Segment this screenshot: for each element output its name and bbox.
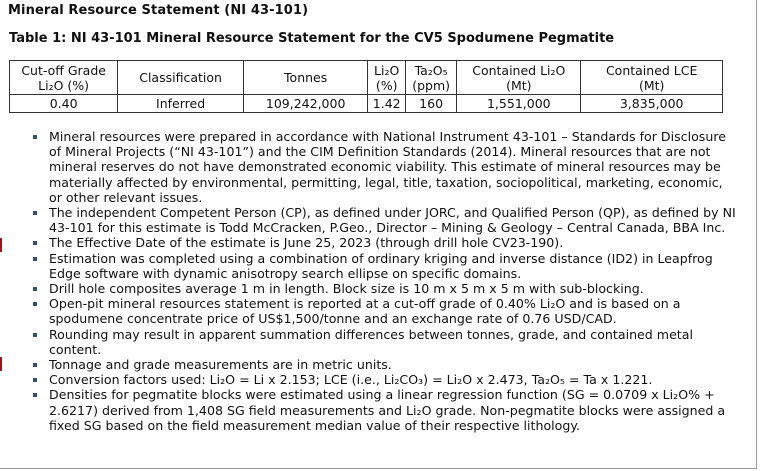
cell-li2o-grade: 1.42 (368, 95, 406, 113)
list-item (33, 251, 739, 281)
note-text: Estimation was completed using a combination of ordinary kriging and inverse distance (ID2) in Leapfrog Edge software with dynamic anisotropy search ellipse on specific domains. (49, 250, 713, 281)
bullet-icon (33, 378, 37, 382)
list-item (33, 387, 739, 433)
list-item (33, 281, 739, 296)
table-title: Table 1: NI 43-101 Mineral Resource Statement for the CV5 Spodumene Pegmatite (9, 31, 615, 46)
header-classification: Classification (118, 61, 244, 95)
list-item (33, 327, 739, 357)
resource-table (9, 60, 723, 113)
section-heading: Mineral Resource Statement (NI 43-101) (8, 3, 309, 18)
note-text: Conversion factors used: Li₂O = Li x 2.153; LCE (i.e., Li₂CO₃) = Li₂O x 2.473, Ta₂O₅ = Ta x 1.221. (49, 372, 653, 388)
bullet-icon (33, 257, 37, 261)
cell-contained-lce: 3,835,000 (581, 95, 723, 113)
bullet-icon (33, 287, 37, 291)
notes-list (33, 129, 739, 433)
bullet-icon (33, 135, 37, 139)
bullet-icon (33, 333, 37, 337)
list-item (33, 235, 739, 250)
note-text: The Effective Date of the estimate is June 25, 2023 (through drill hole CV23-190). (49, 235, 564, 251)
cell-cutoff-grade: 0.40 (10, 95, 118, 113)
note-text: Mineral resources were prepared in accordance with National Instrument 43-101 – Standards for Disclosure of Mineral Projects (“NI 43-101”) and the CIM Definition Standards (2014). Mineral resources that are not mineral reserves do not have demonstrated economic viability. This estimate of mineral resources may be materially affected by environmental, permitting, legal, title, taxation, sociopolitical, marketing, economic, or other relevant issues. (49, 129, 726, 205)
table-header-row (10, 61, 723, 95)
header-ta2o5-grade: Ta₂O₅ (ppm) (405, 61, 456, 95)
bullet-icon (33, 393, 37, 397)
note-text: The independent Competent Person (CP), as defined under JORC, and Qualified Person (QP), as defined by NI 43-101 for this estimate is Todd McCracken, P.Geo., Director – Mining & Geology – Central Canada, BBA Inc. (49, 205, 736, 236)
bullet-icon (33, 302, 37, 306)
cell-tonnes: 109,242,000 (243, 95, 367, 113)
list-item (33, 357, 739, 372)
table-row (10, 95, 723, 113)
list-item (33, 129, 739, 205)
bullet-icon (33, 363, 37, 367)
header-tonnes: Tonnes (243, 61, 367, 95)
cell-contained-li2o: 1,551,000 (457, 95, 581, 113)
list-item (33, 296, 739, 326)
note-text: Densities for pegmatite blocks were estimated using a linear regression function (SG = 0.0709 x Li₂O% + 2.6217) derived from 1,408 SG field measurements and Li₂O grade. Non-pegmatite blocks were assigned a fixed SG based on the field measurement median value of their respective lithology. (49, 387, 726, 433)
cell-classification: Inferred (118, 95, 244, 113)
edge-marker (0, 238, 2, 252)
header-contained-lce: Contained LCE (Mt) (581, 61, 723, 95)
header-li2o-grade: Li₂O (%) (368, 61, 406, 95)
note-text: Rounding may result in apparent summation differences between tonnes, grade, and contained metal content. (49, 326, 693, 357)
header-cutoff-grade: Cut-off Grade Li₂O (%) (10, 61, 118, 95)
bullet-icon (33, 211, 37, 215)
edge-marker (0, 357, 2, 371)
note-text: Open-pit mineral resources statement is reported at a cut-off grade of 0.40% Li₂O and is based on a spodumene concentrate price of US$1,500/tonne and an exchange rate of 0.76 USD/CAD. (49, 296, 681, 327)
list-item (33, 205, 739, 235)
list-item (33, 372, 739, 387)
header-contained-li2o: Contained Li₂O (Mt) (457, 61, 581, 95)
note-text: Tonnage and grade measurements are in metric units. (49, 357, 392, 373)
note-text: Drill hole composites average 1 m in length. Block size is 10 m x 5 m x 5 m with sub-blocking. (49, 281, 644, 297)
bullet-icon (33, 241, 37, 245)
cell-ta2o5-grade: 160 (405, 95, 456, 113)
